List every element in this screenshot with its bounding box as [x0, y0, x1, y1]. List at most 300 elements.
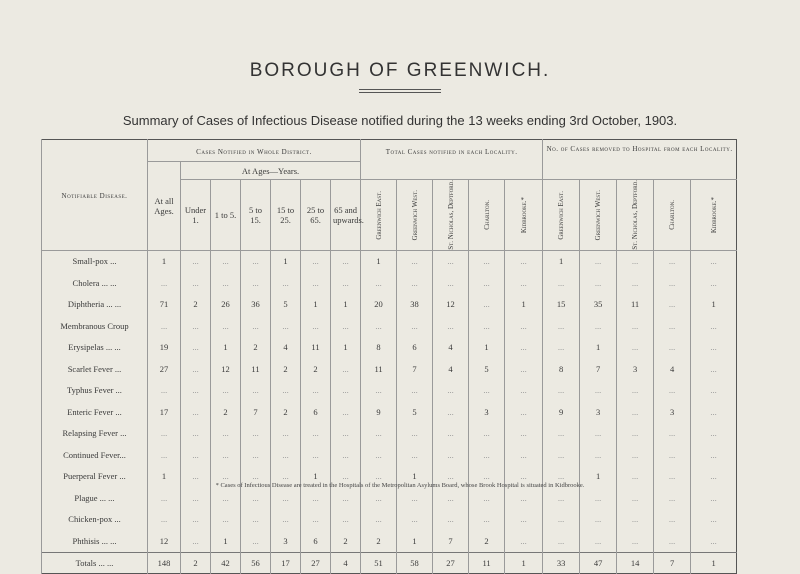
table-cell: ... — [654, 530, 691, 552]
table-cell: ... — [543, 444, 580, 466]
table-cell: ... — [543, 466, 580, 488]
table-cell: ... — [181, 380, 211, 402]
table-cell: ... — [241, 423, 271, 445]
table-cell: 2 — [361, 530, 397, 552]
table-cell: ... — [241, 509, 271, 531]
table-cell: ... — [617, 272, 654, 294]
table-row — [42, 530, 737, 552]
table-cell: ... — [361, 423, 397, 445]
table-cell: ... — [654, 380, 691, 402]
table-cell: ... — [181, 487, 211, 509]
table-cell: ... — [331, 250, 361, 272]
table-cell: ... — [543, 380, 580, 402]
header-locality: Charlton. — [469, 180, 505, 251]
table-row — [42, 358, 737, 380]
table-cell: 1 — [505, 294, 543, 316]
table-cell: ... — [691, 315, 737, 337]
table-cell: ... — [654, 509, 691, 531]
table-cell: ... — [148, 272, 181, 294]
table-cell: 8 — [543, 358, 580, 380]
table-cell: ... — [433, 315, 469, 337]
table-cell: ... — [654, 337, 691, 359]
table-cell: ... — [181, 315, 211, 337]
title-rule — [359, 89, 441, 93]
table-cell: ... — [617, 401, 654, 423]
table-cell: ... — [580, 380, 617, 402]
totals-cell: 1 — [505, 552, 543, 573]
table-cell: ... — [241, 487, 271, 509]
table-cell: ... — [301, 487, 331, 509]
totals-cell: 58 — [397, 552, 433, 573]
table-cell: ... — [301, 250, 331, 272]
table-cell: ... — [505, 509, 543, 531]
table-cell: ... — [691, 250, 737, 272]
table-cell: ... — [691, 444, 737, 466]
table-cell: ... — [211, 272, 241, 294]
table-cell: ... — [505, 380, 543, 402]
table-cell: ... — [181, 358, 211, 380]
table-cell: ... — [617, 380, 654, 402]
table-cell: ... — [654, 272, 691, 294]
table-cell: ... — [301, 444, 331, 466]
table-cell: ... — [331, 444, 361, 466]
table-cell: ... — [433, 509, 469, 531]
table-cell: 11 — [301, 337, 331, 359]
header-at-ages: At Ages—Years. — [181, 162, 361, 180]
table-cell: ... — [469, 380, 505, 402]
table-cell: ... — [543, 423, 580, 445]
table-cell: ... — [271, 509, 301, 531]
table-cell: ... — [361, 487, 397, 509]
table-cell: ... — [505, 358, 543, 380]
table-row — [42, 294, 737, 316]
disease-name: Relapsing Fever ... — [42, 423, 148, 445]
table-cell: ... — [397, 250, 433, 272]
header-age-band: 5 to 15. — [241, 180, 271, 251]
table-cell: 1 — [148, 466, 181, 488]
table-cell: 2 — [241, 337, 271, 359]
table-cell: 1 — [580, 337, 617, 359]
table-cell: ... — [433, 250, 469, 272]
table-cell: ... — [543, 487, 580, 509]
table-cell: ... — [361, 466, 397, 488]
table-cell: 26 — [211, 294, 241, 316]
table-cell: ... — [211, 466, 241, 488]
table-cell: ... — [181, 423, 211, 445]
table-cell: ... — [271, 487, 301, 509]
table-cell: 11 — [241, 358, 271, 380]
table-cell: ... — [691, 401, 737, 423]
footnote: * Cases of Infectious Disease are treated in the Hospitals of the Metropolitan Asylums Board, whose Brook Hospital is situated in Kidbrooke. — [215, 482, 585, 489]
table-row — [42, 423, 737, 445]
table-cell: ... — [469, 466, 505, 488]
table-cell: ... — [580, 487, 617, 509]
table-cell: 15 — [543, 294, 580, 316]
table-cell: ... — [691, 530, 737, 552]
table-cell: ... — [691, 272, 737, 294]
table-cell: ... — [433, 380, 469, 402]
header-removed-locality: Greenwich West. — [580, 180, 617, 251]
totals-cell: 11 — [469, 552, 505, 573]
table-cell: ... — [505, 487, 543, 509]
table-cell: 3 — [271, 530, 301, 552]
table-cell: ... — [505, 401, 543, 423]
table-cell: 7 — [433, 530, 469, 552]
disease-name: Continued Fever... — [42, 444, 148, 466]
table-cell: ... — [469, 315, 505, 337]
table-cell: ... — [241, 315, 271, 337]
table-cell: ... — [148, 487, 181, 509]
table-cell: 6 — [301, 530, 331, 552]
table-cell: 1 — [580, 466, 617, 488]
table-cell: ... — [543, 337, 580, 359]
table-row — [42, 401, 737, 423]
disease-name: Puerperal Fever ... — [42, 466, 148, 488]
table-cell: 1 — [301, 294, 331, 316]
table-cell: 8 — [361, 337, 397, 359]
totals-cell: 27 — [433, 552, 469, 573]
table-cell: ... — [654, 444, 691, 466]
table-cell: ... — [241, 444, 271, 466]
disease-name: Chicken-pox ... — [42, 509, 148, 531]
table-cell: 12 — [211, 358, 241, 380]
table-cell: 2 — [211, 401, 241, 423]
table-cell: ... — [691, 487, 737, 509]
table-cell: ... — [505, 530, 543, 552]
table-row — [42, 487, 737, 509]
disease-name: Phthisis ... ... — [42, 530, 148, 552]
table-cell: 1 — [331, 337, 361, 359]
table-cell: 7 — [241, 401, 271, 423]
table-cell: 36 — [241, 294, 271, 316]
totals-cell: 33 — [543, 552, 580, 573]
table-cell: 71 — [148, 294, 181, 316]
table-cell: ... — [691, 509, 737, 531]
table-cell: 5 — [469, 358, 505, 380]
totals-cell: 4 — [331, 552, 361, 573]
totals-cell: 1 — [691, 552, 737, 573]
table-cell: 2 — [271, 358, 301, 380]
table-cell: ... — [181, 401, 211, 423]
disease-name: Small-pox ... — [42, 250, 148, 272]
table-cell: ... — [433, 487, 469, 509]
table-row — [42, 272, 737, 294]
table-cell: ... — [181, 272, 211, 294]
table-cell: ... — [148, 423, 181, 445]
table-cell: ... — [469, 250, 505, 272]
table-cell: ... — [301, 380, 331, 402]
table-cell: ... — [397, 315, 433, 337]
totals-cell: 148 — [148, 552, 181, 573]
table-cell: 12 — [148, 530, 181, 552]
table-cell: 20 — [361, 294, 397, 316]
table-cell: 1 — [301, 466, 331, 488]
table-cell: ... — [580, 444, 617, 466]
table-cell: 3 — [654, 401, 691, 423]
table-cell: ... — [580, 250, 617, 272]
table-cell: ... — [271, 380, 301, 402]
table-cell: ... — [301, 272, 331, 294]
table-cell: 6 — [397, 337, 433, 359]
header-removed-locality: Greenwich East. — [543, 180, 580, 251]
table-cell: ... — [543, 272, 580, 294]
totals-label: Totals ... ... — [42, 552, 148, 573]
disease-name: Diphtheria ... ... — [42, 294, 148, 316]
table-cell: ... — [617, 444, 654, 466]
table-cell: 9 — [361, 401, 397, 423]
disease-name: Cholera ... ... — [42, 272, 148, 294]
table-cell: ... — [361, 380, 397, 402]
table-cell: ... — [148, 444, 181, 466]
table-cell: 2 — [181, 294, 211, 316]
table-cell: ... — [331, 272, 361, 294]
header-age-band: 1 to 5. — [211, 180, 241, 251]
table-cell: 1 — [148, 250, 181, 272]
table-cell: ... — [211, 380, 241, 402]
totals-cell: 17 — [271, 552, 301, 573]
header-locality: Greenwich East. — [361, 180, 397, 251]
table-cell: ... — [331, 380, 361, 402]
table-cell: ... — [654, 250, 691, 272]
table-cell: ... — [543, 315, 580, 337]
table-cell: 3 — [469, 401, 505, 423]
totals-cell: 27 — [301, 552, 331, 573]
table-cell: 7 — [580, 358, 617, 380]
table-cell: 2 — [469, 530, 505, 552]
table-cell: ... — [617, 487, 654, 509]
table-cell: 6 — [301, 401, 331, 423]
table-cell: 27 — [148, 358, 181, 380]
table-cell: ... — [580, 423, 617, 445]
table-cell: ... — [271, 466, 301, 488]
table-cell: ... — [580, 530, 617, 552]
table-row — [42, 380, 737, 402]
table-cell: ... — [211, 250, 241, 272]
table-cell: 12 — [433, 294, 469, 316]
table-cell: ... — [271, 272, 301, 294]
header-age-band: 65 and upwards. — [331, 180, 361, 251]
header-age-band: 15 to 25. — [271, 180, 301, 251]
table-cell: 2 — [271, 401, 301, 423]
table-cell: ... — [331, 466, 361, 488]
table-cell: ... — [654, 294, 691, 316]
table-cell: 1 — [211, 530, 241, 552]
totals-row — [42, 552, 737, 573]
table-cell: ... — [433, 272, 469, 294]
table-cell: ... — [361, 315, 397, 337]
table-cell: ... — [181, 250, 211, 272]
disease-name: Scarlet Fever ... — [42, 358, 148, 380]
table-cell: ... — [580, 315, 617, 337]
table-cell: ... — [691, 358, 737, 380]
table-cell: ... — [331, 509, 361, 531]
table-row — [42, 315, 737, 337]
table-cell: 2 — [331, 530, 361, 552]
disease-name: Erysipelas ... ... — [42, 337, 148, 359]
table-cell: ... — [397, 509, 433, 531]
table-cell: 1 — [361, 250, 397, 272]
table-cell: ... — [617, 337, 654, 359]
table-cell: 1 — [331, 294, 361, 316]
table-cell: ... — [433, 444, 469, 466]
table-cell: ... — [433, 423, 469, 445]
header-removed-locality: Charlton. — [654, 180, 691, 251]
table-cell: ... — [271, 315, 301, 337]
table-cell: ... — [301, 423, 331, 445]
table-cell: ... — [505, 272, 543, 294]
header-locality: Kidbrooke.* — [505, 180, 543, 251]
table-cell: ... — [181, 466, 211, 488]
header-locality: Greenwich West. — [397, 180, 433, 251]
table-cell: ... — [654, 315, 691, 337]
table-cell: ... — [505, 250, 543, 272]
table-cell: 4 — [271, 337, 301, 359]
table-cell: 9 — [543, 401, 580, 423]
table-cell: ... — [691, 466, 737, 488]
table-cell: 11 — [361, 358, 397, 380]
table-cell: ... — [617, 466, 654, 488]
table-cell: ... — [433, 401, 469, 423]
totals-cell: 2 — [181, 552, 211, 573]
table-cell: ... — [301, 315, 331, 337]
table-cell: 1 — [691, 294, 737, 316]
table-cell: 1 — [397, 530, 433, 552]
table-cell: ... — [433, 466, 469, 488]
table-cell: ... — [469, 487, 505, 509]
totals-cell: 42 — [211, 552, 241, 573]
table-cell: ... — [469, 444, 505, 466]
table-cell: ... — [361, 509, 397, 531]
header-removed-locality: Kidbrooke.* — [691, 180, 737, 251]
table-cell: ... — [181, 337, 211, 359]
table-cell: ... — [654, 466, 691, 488]
table-cell: 5 — [271, 294, 301, 316]
table-cell: 38 — [397, 294, 433, 316]
table-cell: ... — [505, 315, 543, 337]
table-row — [42, 444, 737, 466]
table-cell: 2 — [301, 358, 331, 380]
table-cell: ... — [543, 509, 580, 531]
table-cell: ... — [505, 466, 543, 488]
table-cell: ... — [211, 509, 241, 531]
table-cell: ... — [271, 423, 301, 445]
table-cell: ... — [181, 444, 211, 466]
table-cell: ... — [181, 509, 211, 531]
table-cell: ... — [211, 487, 241, 509]
table-cell: ... — [617, 509, 654, 531]
totals-cell: 51 — [361, 552, 397, 573]
table-cell: 1 — [397, 466, 433, 488]
table-cell: ... — [397, 423, 433, 445]
table-cell: ... — [211, 423, 241, 445]
table-cell: 11 — [617, 294, 654, 316]
table-cell: 3 — [617, 358, 654, 380]
header-group-removed: No. of Cases removed to Hospital from each Locality. — [543, 140, 737, 180]
table-cell: ... — [181, 530, 211, 552]
table-row — [42, 250, 737, 272]
header-group-whole: Cases Notified in Whole District. — [148, 140, 361, 162]
header-disease: Notifiable Disease. — [42, 140, 148, 251]
table-cell: 19 — [148, 337, 181, 359]
table-cell: ... — [617, 250, 654, 272]
table-cell: ... — [241, 250, 271, 272]
table-cell: ... — [691, 337, 737, 359]
table-cell: ... — [331, 358, 361, 380]
table-cell: ... — [505, 423, 543, 445]
disease-summary-table — [41, 139, 737, 574]
table-cell: ... — [543, 530, 580, 552]
table-cell: ... — [301, 509, 331, 531]
table-cell: 1 — [543, 250, 580, 272]
table-row — [42, 337, 737, 359]
table-cell: ... — [691, 423, 737, 445]
table-cell: 7 — [397, 358, 433, 380]
table-cell: ... — [469, 294, 505, 316]
table-cell: ... — [469, 272, 505, 294]
table-cell: 4 — [433, 358, 469, 380]
table-cell: ... — [397, 444, 433, 466]
table-cell: ... — [241, 380, 271, 402]
table-cell: 3 — [580, 401, 617, 423]
table-cell: 4 — [654, 358, 691, 380]
table-cell: ... — [469, 423, 505, 445]
table-cell: ... — [331, 315, 361, 337]
table-cell: ... — [691, 380, 737, 402]
totals-cell: 7 — [654, 552, 691, 573]
table-cell: ... — [211, 444, 241, 466]
table-cell: ... — [505, 444, 543, 466]
table-cell: 35 — [580, 294, 617, 316]
table-cell: ... — [654, 487, 691, 509]
header-locality: St. Nicholas, Deptford. — [433, 180, 469, 251]
disease-name: Typhus Fever ... — [42, 380, 148, 402]
header-age-band: Under 1. — [181, 180, 211, 251]
table-cell: ... — [580, 272, 617, 294]
table-cell: ... — [397, 487, 433, 509]
totals-cell: 47 — [580, 552, 617, 573]
table-cell: ... — [331, 401, 361, 423]
table-cell: ... — [654, 423, 691, 445]
table-cell: ... — [361, 444, 397, 466]
header-age-band: 25 to 65. — [301, 180, 331, 251]
table-cell: ... — [617, 530, 654, 552]
disease-name: Membranous Croup — [42, 315, 148, 337]
totals-cell: 56 — [241, 552, 271, 573]
table-cell: ... — [617, 423, 654, 445]
table-row — [42, 509, 737, 531]
table-cell: 4 — [433, 337, 469, 359]
table-cell: 17 — [148, 401, 181, 423]
table-cell: ... — [331, 487, 361, 509]
table-cell: ... — [211, 315, 241, 337]
header-all-ages: At all Ages. — [148, 162, 181, 251]
disease-name: Enteric Fever ... — [42, 401, 148, 423]
table-cell: ... — [331, 423, 361, 445]
table-cell: ... — [617, 315, 654, 337]
table-cell: ... — [361, 272, 397, 294]
header-removed-locality: St. Nicholas, Deptford. — [617, 180, 654, 251]
table-cell: 1 — [271, 250, 301, 272]
table-cell: ... — [241, 530, 271, 552]
table-cell: ... — [397, 380, 433, 402]
disease-name: Plague ... ... — [42, 487, 148, 509]
table-cell: 1 — [469, 337, 505, 359]
totals-cell: 14 — [617, 552, 654, 573]
table-cell: ... — [148, 509, 181, 531]
page-title: BOROUGH OF GREENWICH. — [249, 60, 551, 81]
page-subtitle: Summary of Cases of Infectious Disease notified during the 13 weeks ending 3rd October, 1903. — [122, 113, 678, 128]
table-cell: ... — [580, 509, 617, 531]
